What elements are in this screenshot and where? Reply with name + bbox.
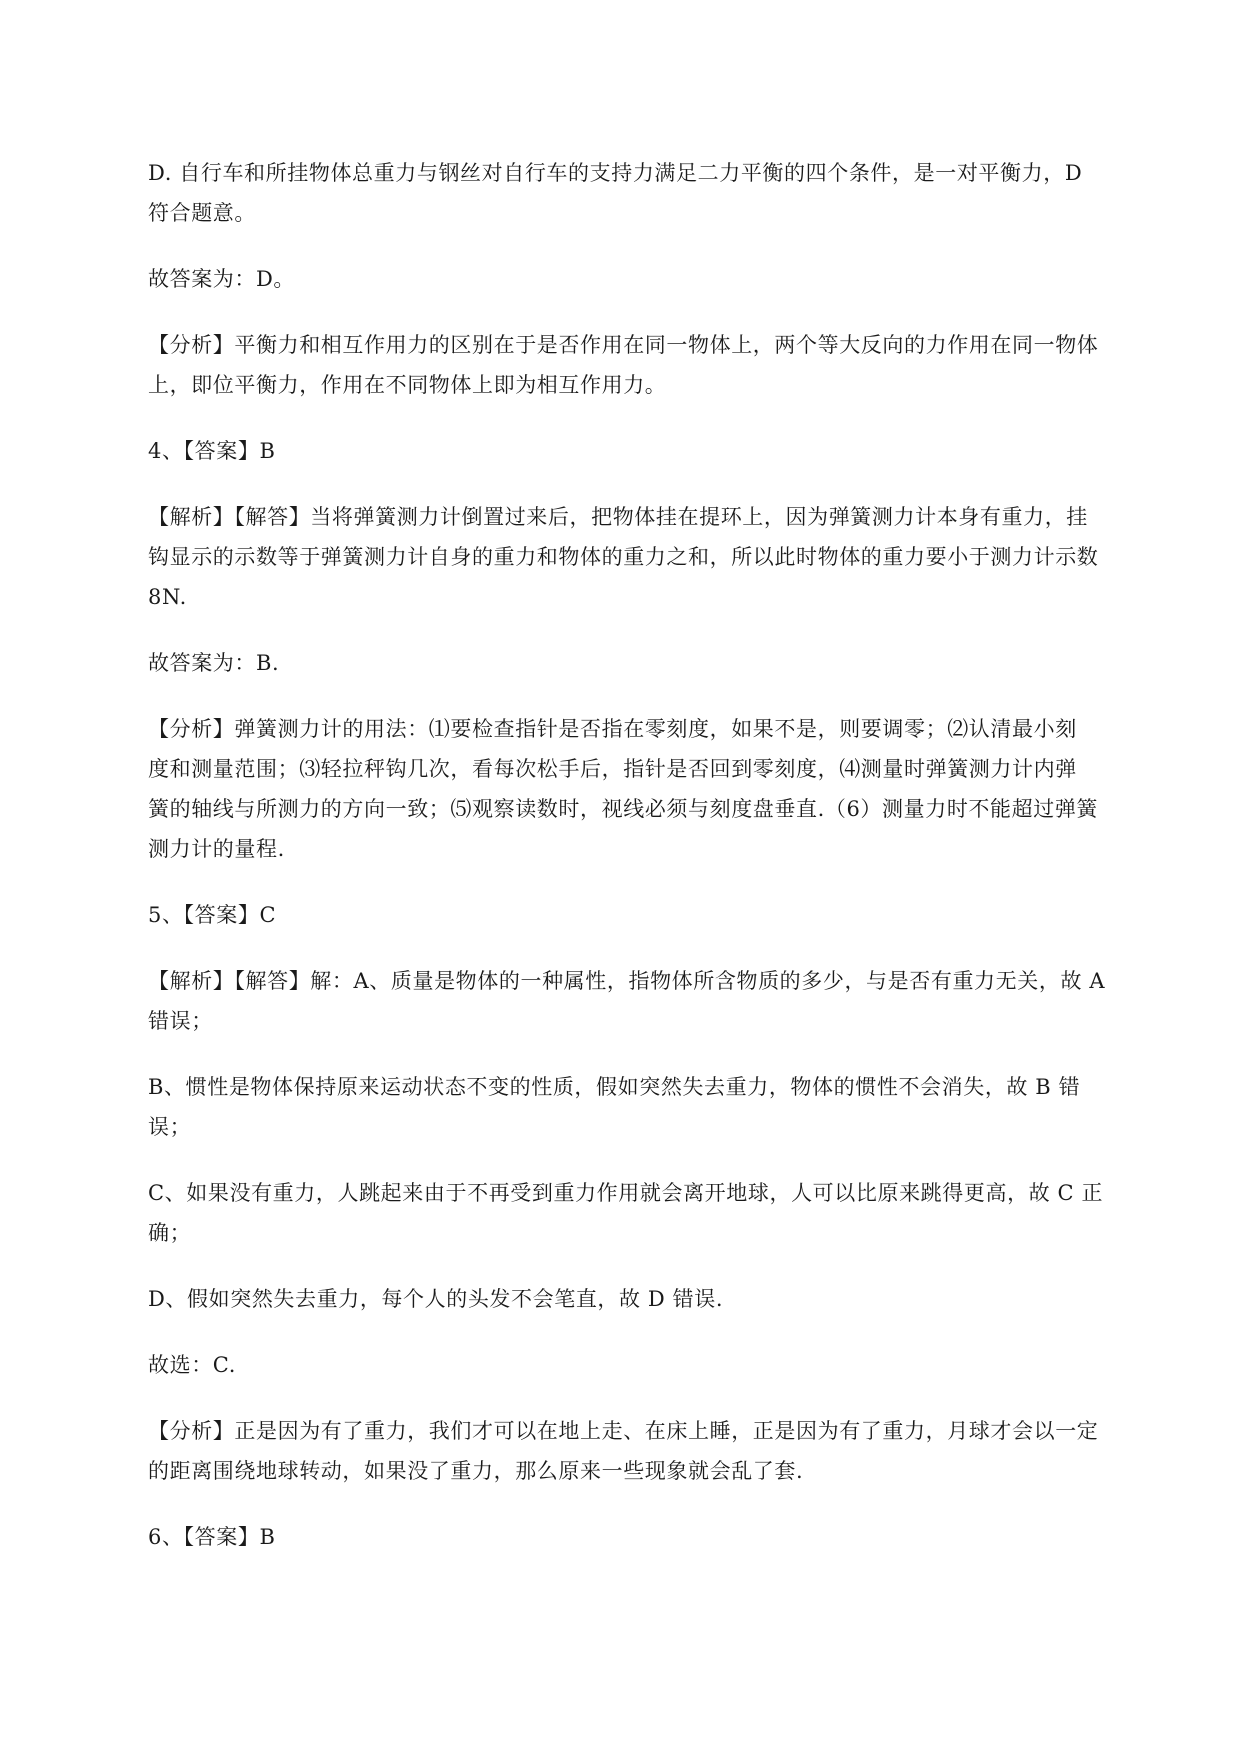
paragraph-answer-q4 <box>148 643 1148 683</box>
text-line: 错误； <box>148 1009 213 1033</box>
paragraph-analysis-q4 <box>148 709 1148 869</box>
text-line: B、惯性是物体保持原来运动状态不变的性质，假如突然失去重力，物体的惯性不会消失，故 B 错 <box>148 1075 1081 1099</box>
text-line: D、假如突然失去重力，每个人的头发不会笔直，故 D 错误. <box>148 1287 724 1311</box>
paragraph-explanation-q5-c <box>148 1173 1148 1253</box>
text-line: 上，即位平衡力，作用在不同物体上即为相互作用力。 <box>148 373 667 397</box>
paragraph-explanation-q4 <box>148 497 1148 617</box>
text-line: 【分析】平衡力和相互作用力的区别在于是否作用在同一物体上，两个等大反向的力作用在同一物体 <box>148 333 1099 357</box>
text-line: 故答案为：D。 <box>148 267 296 291</box>
document-page <box>148 153 1148 1583</box>
heading-q5-answer <box>148 895 1148 935</box>
paragraph-answer-q3 <box>148 259 1148 299</box>
text-line: 测力计的量程. <box>148 837 285 861</box>
text-line: 【分析】弹簧测力计的用法：⑴要检查指针是否指在零刻度，如果不是，则要调零；⑵认清最小刻 <box>148 717 1077 741</box>
text-line: 误； <box>148 1115 192 1139</box>
text-line: 8N. <box>148 585 187 609</box>
paragraph-option-d <box>148 153 1148 233</box>
text-line: D. 自行车和所挂物体总重力与钢丝对自行车的支持力满足二力平衡的四个条件，是一对平衡力，D <box>148 161 1083 185</box>
text-line: 确； <box>148 1221 192 1245</box>
paragraph-analysis-q5 <box>148 1411 1148 1491</box>
text-line: 的距离围绕地球转动，如果没了重力，那么原来一些现象就会乱了套. <box>148 1459 804 1483</box>
text-line: 5、【答案】C <box>148 903 277 927</box>
heading-q4-answer <box>148 431 1148 471</box>
text-line: 6、【答案】B <box>148 1525 276 1549</box>
paragraph-explanation-q5-d <box>148 1279 1148 1319</box>
paragraph-explanation-q5-b <box>148 1067 1148 1147</box>
text-line: 故答案为：B. <box>148 651 280 675</box>
text-line: 4、【答案】B <box>148 439 276 463</box>
text-line: 符合题意。 <box>148 201 256 225</box>
paragraph-explanation-q5-a <box>148 961 1148 1041</box>
text-line: 度和测量范围；⑶轻拉秤钩几次，看每次松手后，指针是否回到零刻度，⑷测量时弹簧测力计内弹 <box>148 757 1077 781</box>
paragraph-analysis-q3 <box>148 325 1148 405</box>
paragraph-answer-q5 <box>148 1345 1148 1385</box>
text-line: 簧的轴线与所测力的方向一致；⑸观察读数时，视线必须与刻度盘垂直.（6）测量力时不能超过弹簧 <box>148 797 1099 821</box>
text-line: 钩显示的示数等于弹簧测力计自身的重力和物体的重力之和，所以此时物体的重力要小于测力计示数 <box>148 545 1099 569</box>
text-line: 故选：C. <box>148 1353 236 1377</box>
text-line: 【解析】【解答】解：A、质量是物体的一种属性，指物体所含物质的多少，与是否有重力无关，故 A <box>148 969 1106 993</box>
text-line: 【分析】正是因为有了重力，我们才可以在地上走、在床上睡，正是因为有了重力，月球才会以一定 <box>148 1419 1099 1443</box>
text-line: C、如果没有重力，人跳起来由于不再受到重力作用就会离开地球，人可以比原来跳得更高，故 C 正 <box>148 1181 1104 1205</box>
text-line: 【解析】【解答】当将弹簧测力计倒置过来后，把物体挂在提环上，因为弹簧测力计本身有重力，挂 <box>148 505 1088 529</box>
heading-q6-answer <box>148 1517 1148 1557</box>
